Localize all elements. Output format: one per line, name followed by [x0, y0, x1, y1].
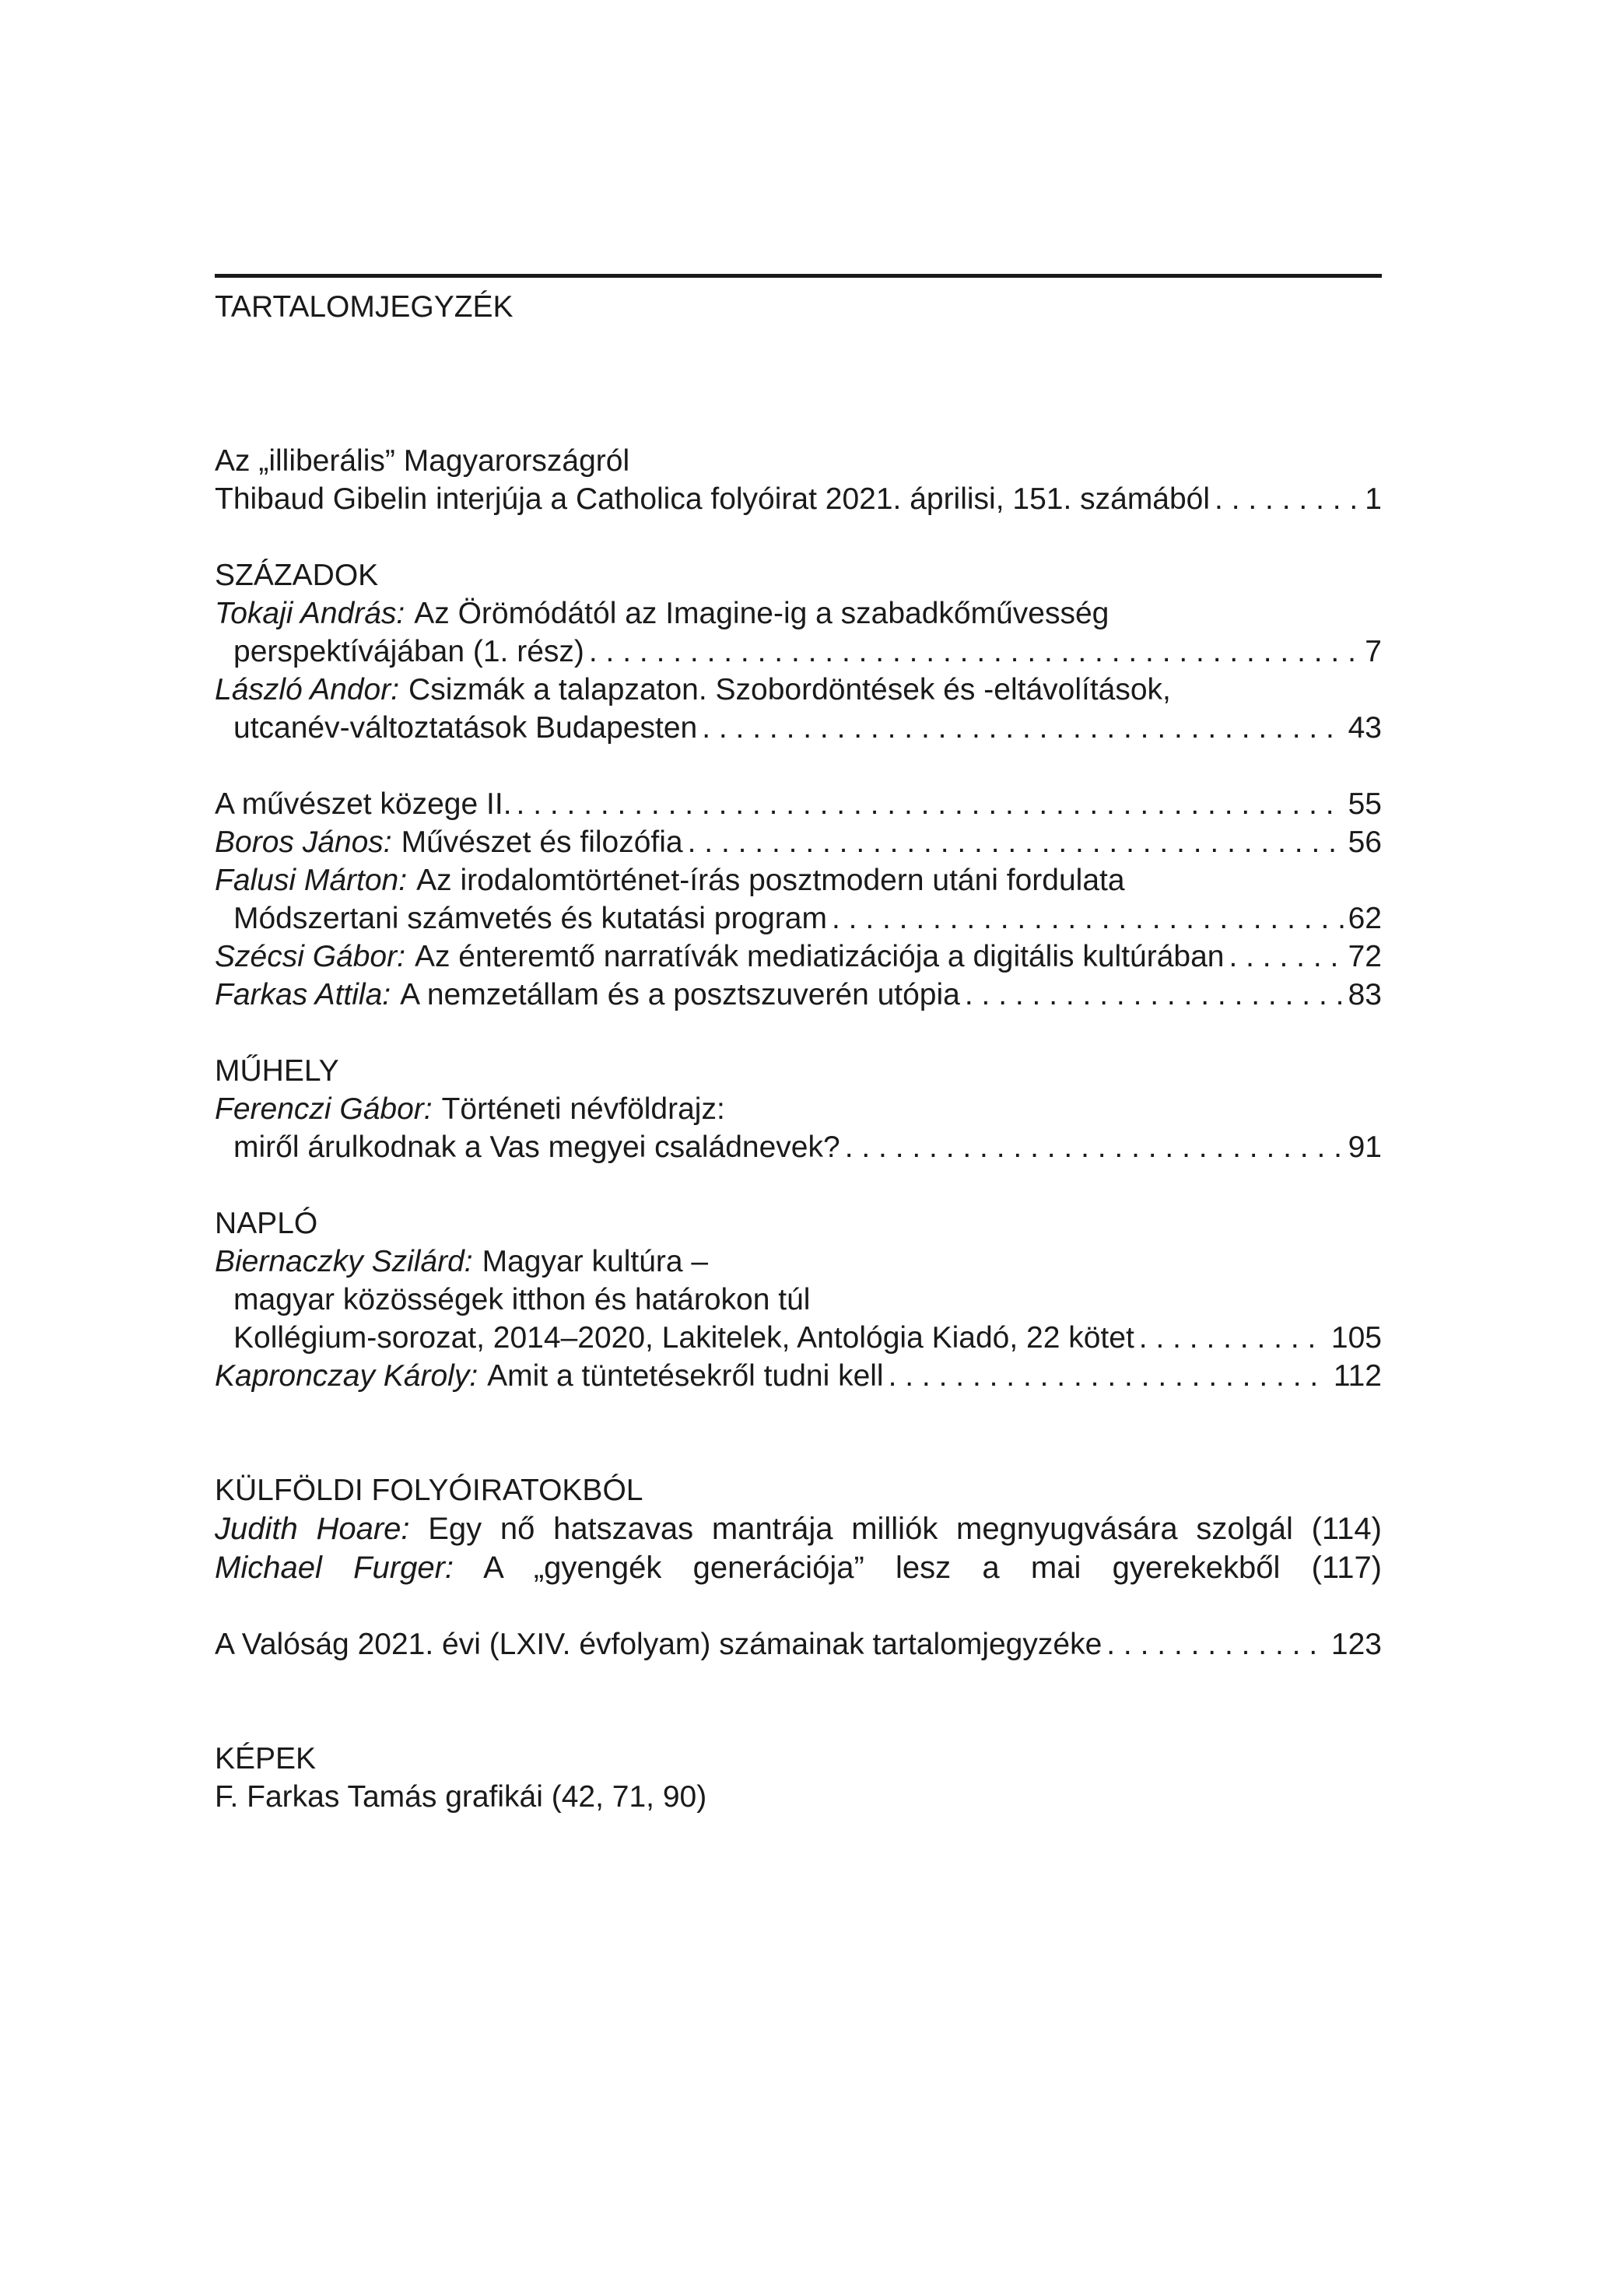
entry-author: Michael Furger: [215, 1551, 454, 1585]
toc-entry-valosag[interactable] [215, 1625, 1382, 1663]
dot-leader [1106, 1625, 1327, 1663]
entry-author: Kapronczay Károly: [215, 1359, 478, 1393]
page-number: 91 [1348, 1130, 1382, 1164]
section-heading-kepek: KÉPEK [215, 1742, 317, 1775]
entry-title: Módszertani számvetés és kutatási program [233, 902, 827, 935]
entry-author: Judith Hoare: [215, 1512, 410, 1546]
entry-title: A nemzetállam és a posztszuverén utópia [400, 978, 960, 1011]
toc-entry-tokaji[interactable] [215, 594, 1382, 633]
toc-heading: TARTALOMJEGYZÉK [215, 290, 514, 324]
section-heading-kulfoldi: KÜLFÖLDI FOLYÓIRATOKBÓL [215, 1474, 643, 1507]
entry-title: Történeti névföldrajz: [441, 1092, 725, 1126]
page-number: 72 [1348, 940, 1382, 973]
entry-title: A „gyengék generációja” lesz a mai gyerekekből [483, 1551, 1281, 1585]
dot-leader [845, 1128, 1344, 1166]
toc-entry-falusi-cont[interactable] [215, 899, 1382, 938]
dot-leader [589, 633, 1360, 671]
toc-entry-tokaji-cont[interactable] [215, 633, 1382, 671]
page-number: 112 [1333, 1359, 1382, 1393]
toc-entry-szecsi[interactable] [215, 938, 1382, 976]
toc-entry-ferenczi-cont[interactable] [215, 1128, 1382, 1166]
dot-leader [1139, 1319, 1327, 1357]
page-number: 123 [1330, 1628, 1382, 1661]
toc-entry-falusi[interactable] [215, 861, 1382, 899]
entry-title: F. Farkas Tamás grafikái (42, 71, 90) [215, 1780, 707, 1814]
entry-title: miről árulkodnak a Vas megyei családnevek? [233, 1130, 840, 1164]
entry-title: Amit a tüntetésekről tudni kell [487, 1359, 884, 1393]
dot-leader [965, 976, 1344, 1014]
toc-entry-lead-title [215, 442, 1382, 480]
entry-title: A Valóság 2021. évi (LXIV. évfolyam) számainak tartalomjegyzéke [215, 1628, 1102, 1661]
entry-author: Ferenczi Gábor: [215, 1092, 433, 1126]
section-heading-szazadok: SZÁZADOK [215, 559, 379, 592]
toc-entry-biernaczky-cont1[interactable] [215, 1281, 1382, 1319]
entry-author: László Andor: [215, 673, 400, 706]
page-number: 62 [1348, 902, 1382, 935]
entry-author: Biernaczky Szilárd: [215, 1245, 473, 1278]
entry-title: Csizmák a talapzaton. Szobordöntések és -eltávolítások, [408, 673, 1171, 706]
entry-title: Thibaud Gibelin interjúja a Catholica folyóirat 2021. áprilisi, 151. számából [215, 482, 1211, 516]
section-heading-muhely: MŰHELY [215, 1054, 339, 1088]
toc-entry-biernaczky-cont2[interactable] [215, 1319, 1382, 1357]
toc-entry-ferenczi[interactable] [215, 1090, 1382, 1128]
page-number: 1 [1365, 482, 1382, 516]
toc-entry-boros[interactable] [215, 823, 1382, 861]
entry-title: Egy nő hatszavas mantrája milliók megnyugvására szolgál [428, 1512, 1293, 1546]
toc-entry-muveszet-kozege[interactable] [215, 785, 1382, 823]
entry-author: Falusi Márton: [215, 864, 408, 897]
page-number: (117) [1311, 1551, 1383, 1585]
toc-entry-farkas[interactable] [215, 976, 1382, 1014]
page-number: 43 [1348, 711, 1382, 745]
table-of-contents [215, 288, 1382, 1816]
entry-title: Az Örömódától az Imagine-ig a szabadkőművesség [414, 597, 1109, 630]
top-rule [215, 274, 1382, 278]
page-number: 7 [1365, 635, 1382, 668]
dot-leader [688, 823, 1344, 861]
dot-leader [702, 709, 1343, 747]
page-number: 55 [1348, 787, 1382, 821]
toc-entry-kepek[interactable] [215, 1778, 1382, 1816]
dot-leader [832, 899, 1344, 938]
entry-author: Szécsi Gábor: [215, 940, 405, 973]
dot-leader [1215, 480, 1360, 518]
entry-title: Magyar kultúra – [482, 1245, 709, 1278]
entry-title: utcanév-változtatások Budapesten [233, 711, 698, 745]
page-number: 83 [1348, 978, 1382, 1011]
page-number: (114) [1311, 1512, 1382, 1546]
page-number: 56 [1348, 826, 1382, 859]
toc-entry-biernaczky[interactable] [215, 1243, 1382, 1281]
section-heading-naplo: NAPLÓ [215, 1207, 318, 1240]
dot-leader [517, 785, 1344, 823]
dot-leader [889, 1357, 1329, 1395]
entry-title: magyar közösségek itthon és határokon túl [233, 1283, 811, 1316]
entry-title: Művészet és filozófia [401, 826, 683, 859]
toc-entry-kulfoldi[interactable] [215, 1509, 1382, 1587]
entry-title: Az énteremtő narratívák mediatizációja a digitális kultúrában [414, 940, 1225, 973]
toc-entry-lead[interactable] [215, 480, 1382, 518]
toc-entry-kapronczay[interactable] [215, 1357, 1382, 1395]
dot-leader [1229, 938, 1343, 976]
entry-title: Kollégium-sorozat, 2014–2020, Lakitelek, Antológia Kiadó, 22 kötet [233, 1321, 1134, 1355]
entry-title: A művészet közege II. [215, 787, 512, 821]
toc-entry-laszlo-cont[interactable] [215, 709, 1382, 747]
entry-title: Az „illiberális” Magyarországról [215, 444, 630, 478]
entry-title: Az irodalomtörténet-írás posztmodern utáni fordulata [416, 864, 1125, 897]
entry-author: Boros János: [215, 826, 392, 859]
entry-author: Tokaji András: [215, 597, 405, 630]
page-number: 105 [1330, 1321, 1382, 1355]
entry-title: perspektívájában (1. rész) [233, 635, 584, 668]
entry-author: Farkas Attila: [215, 978, 391, 1011]
toc-entry-laszlo[interactable] [215, 671, 1382, 709]
